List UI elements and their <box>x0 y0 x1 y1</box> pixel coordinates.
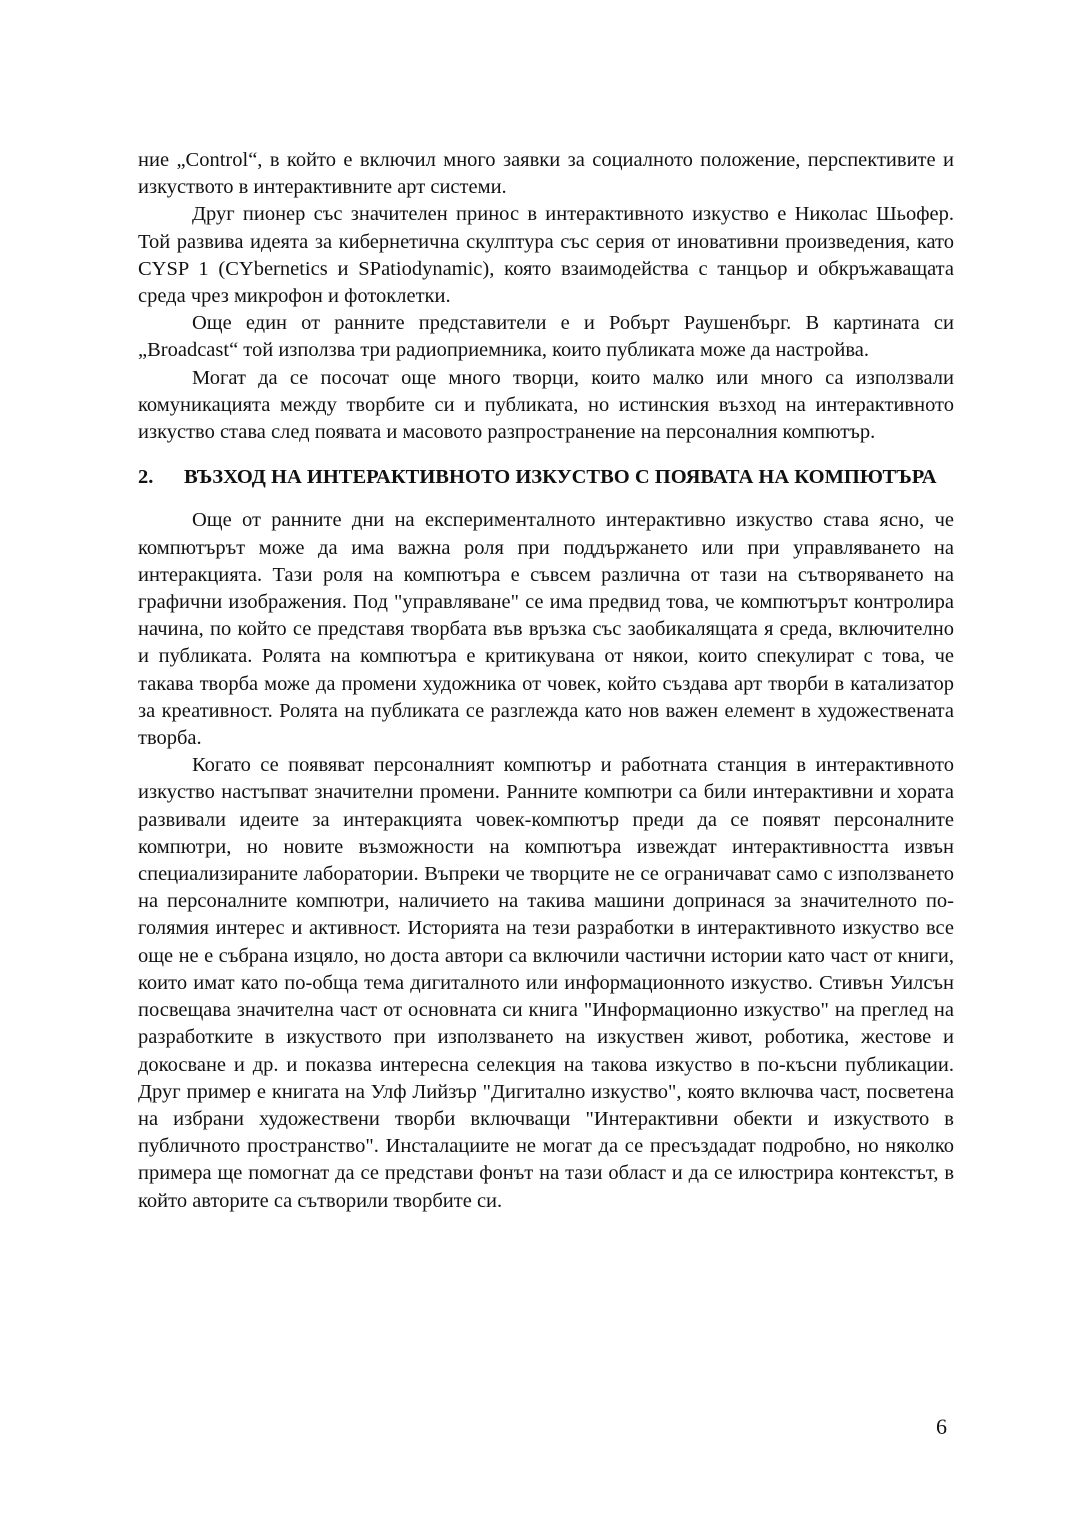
section-heading <box>138 464 954 491</box>
section-title: ВЪЗХОД НА ИНТЕРАКТИВНОТО ИЗКУСТВО С ПОЯВАТА НА КОМПЮТЪРА <box>184 466 937 489</box>
paragraph-workstation: Когато се появяват персоналният компютър и работната станция в интерактивното изкуство настъпват значителни промени. Ранните компютри са били интерактивни и хората развивали идеите за интеракцията човек-компютър преди да се появят персоналните компютри, но новите възможности на компютъра извеждат интерактивността извън специализираните лаборатории. Въпреки че творците не се ограничават само с използването на персоналните компютри, наличието на такива машини допринася за значителното по-голямия интерес и активност. Историята на тези разработки в интерактивното изкуство все още не е събрана изцяло, но доста автори са включили частични истории като част от книги, които имат като по-обща тема дигиталното или информационното изкуство. Стивън Уилсън посвещава значителна част от основната си книга "Информационно изкуство" на преглед на разработките в изкуството при използването на изкуствен живот, роботика, жестове и докосване и др. и показва интересна селекция на такова изкуство в по-късни публикации. Друг пример е книгата на Улф Лийзър "Дигитално изкуство", която включва част, посветена на избрани художествени творби включващи "Интерактивни обекти и изкуството в публичното пространство". Инсталациите не могат да се пресъздадат подробно, но няколко примера ще помогнат да се представи фонът на тази област и да се илюстрира контекстът, в който авторите са сътворили творбите си. <box>138 754 954 1212</box>
page-body <box>138 147 954 1215</box>
paragraph-rauschenberg: Още един от ранните представители е и Робърт Раушенбърг. В картината си „Broadcast“ той използва три радиоприемника, които публиката може да настройва. <box>138 312 954 362</box>
paragraph-computer-role: Още от ранните дни на експерименталното интерактивно изкуство става ясно, че компютърът може да има важна роля при поддържането или при управляването на интеракцията. Тази роля на компютъра е съвсем различна от тази на сътворяването на графични изображения. Под "управляване" се има предвид това, че компютърът контролира начина, по който се представя творбата във връзка със заобикалящата я среда, включително и публиката. Ролята на компютъра е критикувана от някои, които спекулират с това, че такава творба може да промени художника от човек, който създава арт творби в катализатор за креативност. Ролята на публиката се разглежда като нов важен елемент в художествената творба. <box>138 509 954 750</box>
page-number: 6 <box>936 1414 947 1439</box>
paragraph-continuation: ние „Control“, в който е включил много заявки за социалното положение, перспективите и изкуството в интерактивните арт системи. <box>138 149 954 199</box>
paragraph-schoffer: Друг пионер със значителен принос в интерактивното изкуство е Николас Шьофер. Той развива идеята за кибернетична скулптура със серия от иновативни произведения, като CYSP 1 (CYbernetics и SPatiodynamic), която взаимодейства с танцьор и обкръжаващата среда чрез микрофон и фотоклетки. <box>138 203 954 308</box>
section-number: 2. <box>138 466 154 489</box>
paragraph-personal-computer: Могат да се посочат още много творци, които малко или много са използвали комуникацията между творбите си и публиката, но истинския възход на интерактивното изкуство става след появата и масовото разпространение на персоналния компютър. <box>138 366 954 444</box>
